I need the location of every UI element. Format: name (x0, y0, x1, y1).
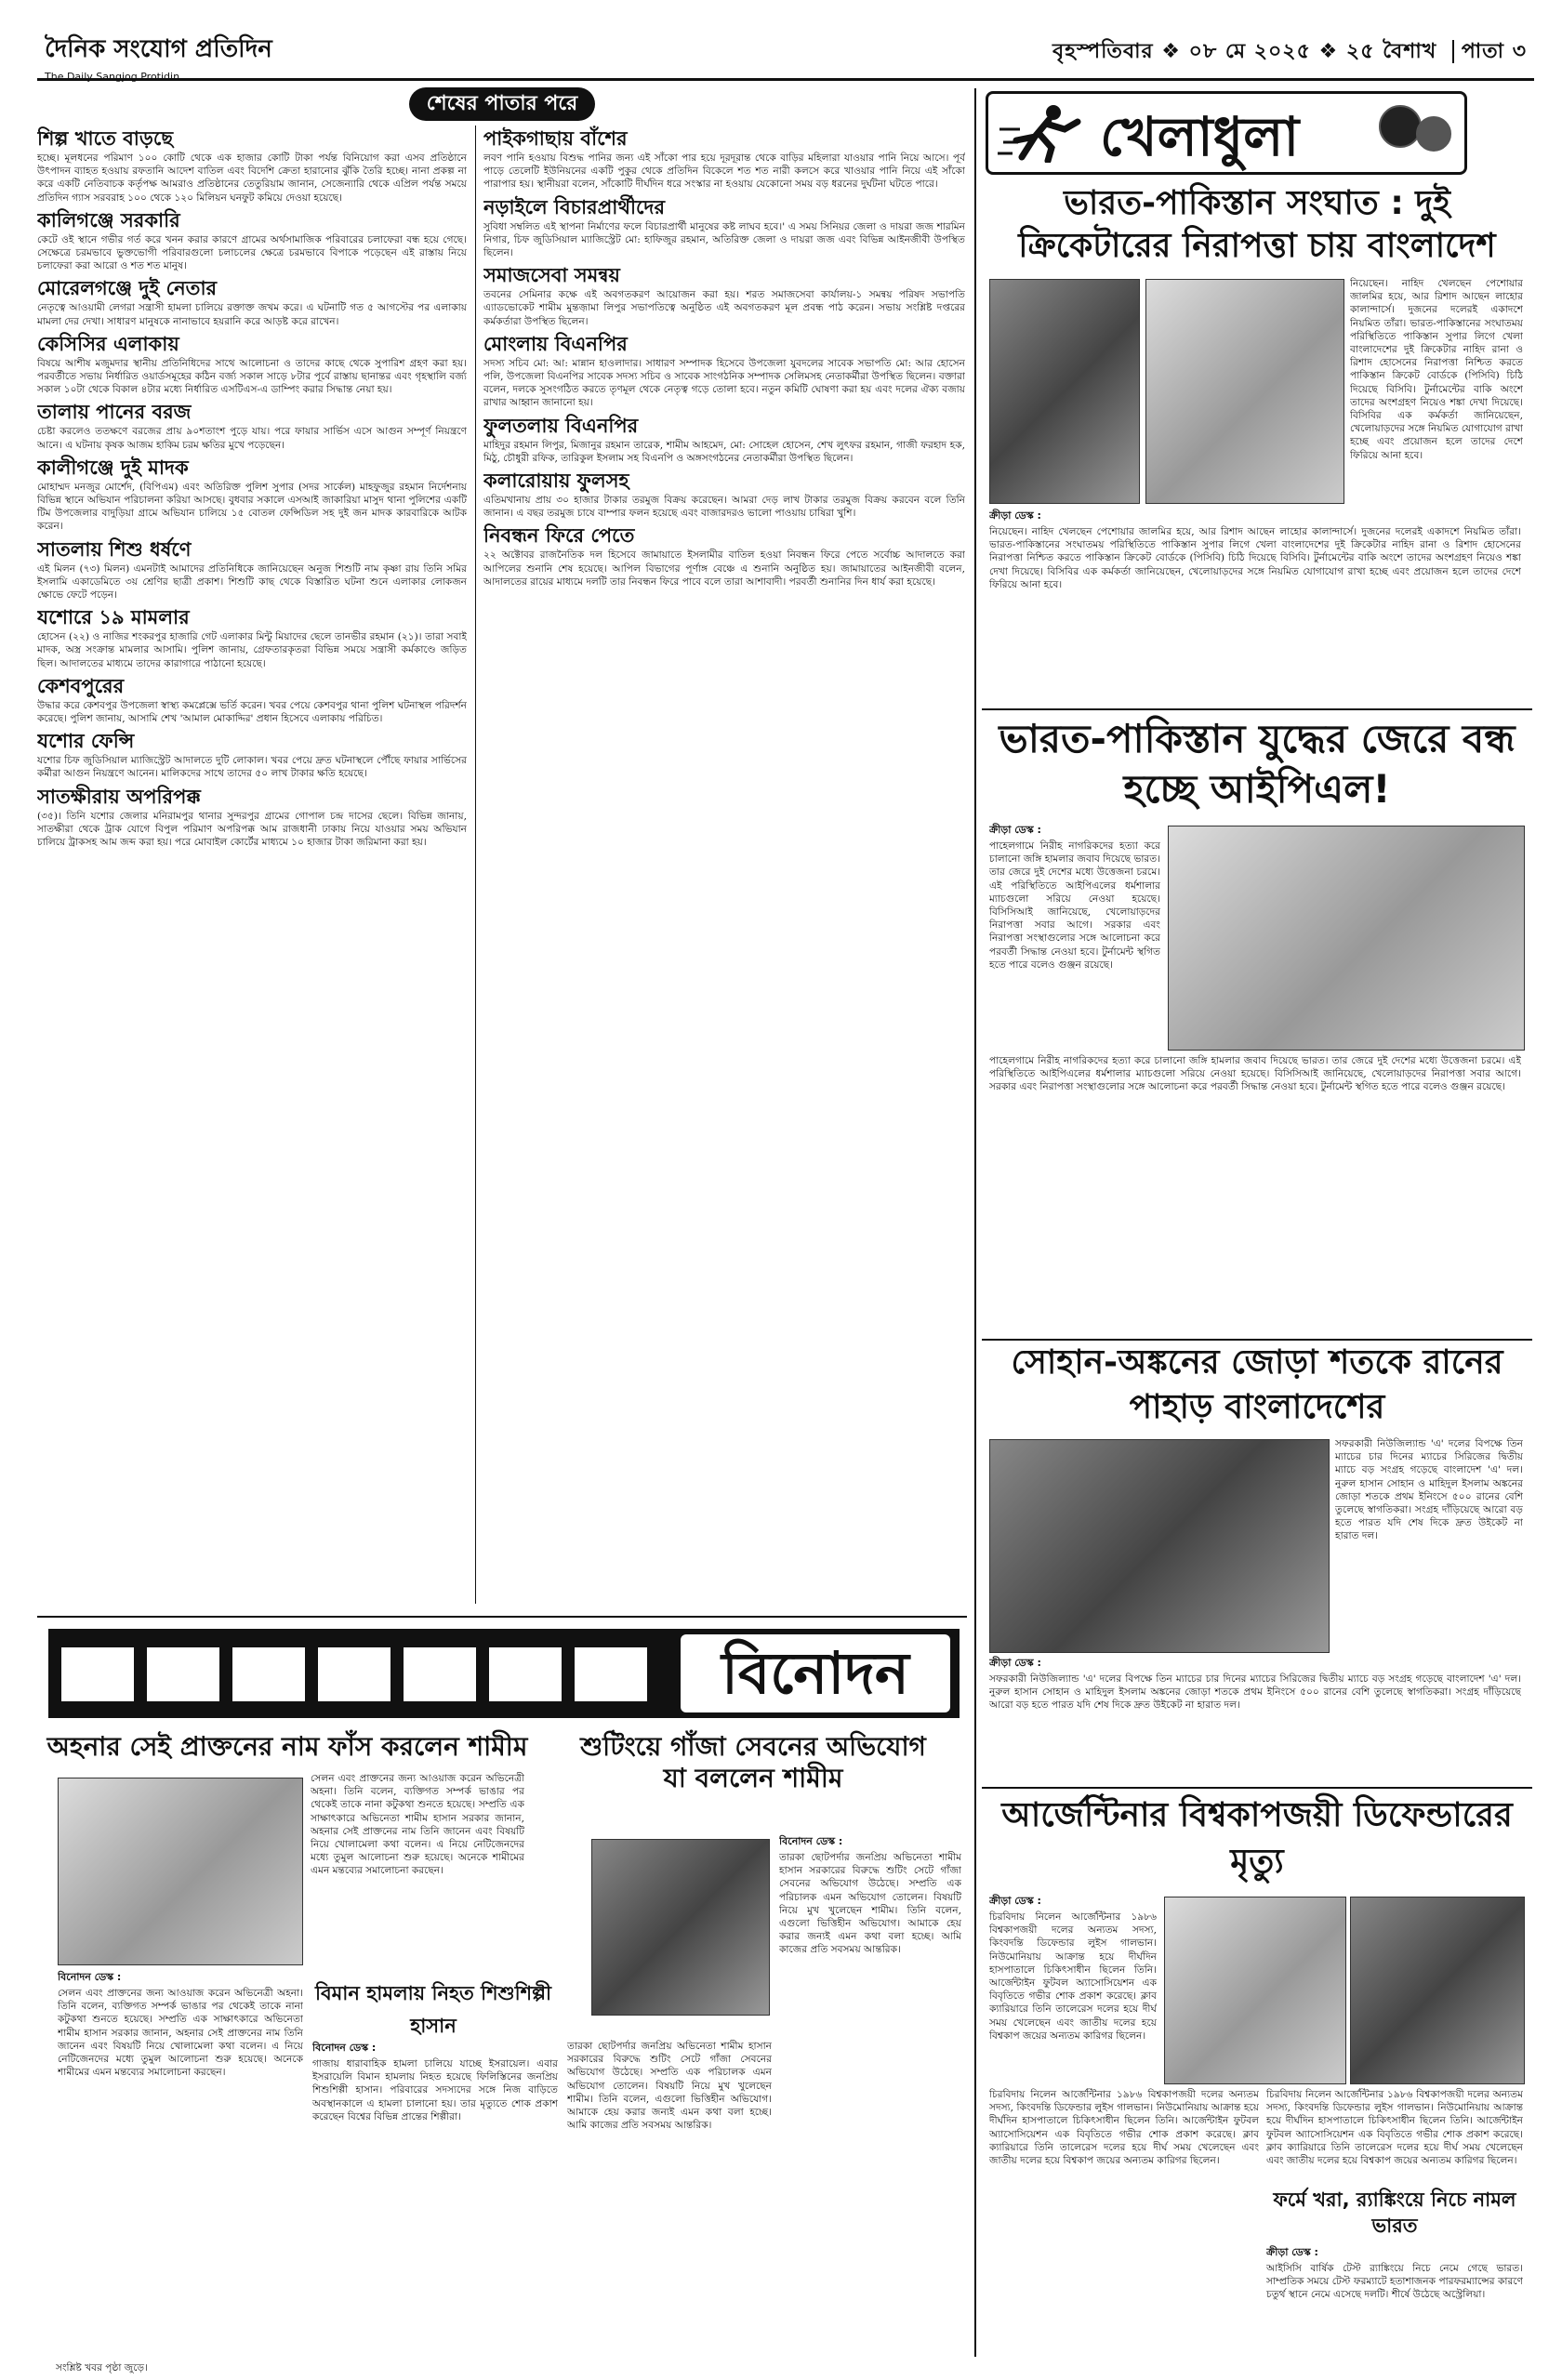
headline[interactable]: সমাজসেবা সমন্বয় (483, 264, 620, 287)
desk-label: ক্রীড়া ডেস্ক : (989, 824, 1041, 836)
column-divider (475, 126, 476, 1604)
article-text: হোসেন (২২) ও নাজির শংকরপুর হাজারি গেট এলাকার মিন্টু মিয়াদের ছেলে তানভীর রহমান (২১)। তারা সবাই মাদক, অস্ত্র সংক্রান্ত মামলার আসামি। পুলিশ জানায়, গ্রেফতারকৃতরা বিভিন্ন সময়ে সন্ত্রাসী কর্মকাণ্ডে জড়িত ছিল। আদালতের মাধ্যমে তাদের কারাগারে পাঠানো হয়েছে। (37, 631, 467, 669)
ipl-captains-photo (1168, 826, 1525, 1051)
player-photo-nahid (989, 279, 1140, 504)
sports-column-2a (989, 822, 1160, 1052)
article-text: চিরবিদায় নিলেন আর্জেন্টিনার ১৯৮৬ বিশ্বকাপজয়ী দলের অন্যতম সদস্য, কিংবদন্তি ডিফেন্ডার লুইস গালভান। নিউমোনিয়ায় আক্রান্ত হয়ে দীর্ঘদিন হাসপাতালে চিকিৎসাধীন ছিলেন তিনি। আর্জেন্টাইন ফুটবল অ্যাসোসিয়েশন এক বিবৃতিতে গভীর শোক প্রকাশ করেছে। ক্লাব ক্যারিয়ারে তিনি তালেরেস দলের হয়ে দীর্ঘ সময় খেলেছেন এবং জাতীয় দলের হয়ে বিশ্বকাপ জয়ের অন্যতম কারিগর ছিলেন। (989, 2089, 1259, 2167)
desk-label: ক্রীড়া ডেস্ক : (989, 1895, 1041, 1907)
desk-label: বিনোদন ডেস্ক : (312, 2042, 377, 2054)
article-text: সফরকারী নিউজিল্যান্ড 'এ' দলের বিপক্ষে তিন ম্যাচের চার দিনের ম্যাচের সিরিজের দ্বিতীয় ম্যাচে বড় সংগ্রহ গড়েছে বাংলাদেশ 'এ' দল। নুরুল হাসান সোহান ও মাহিদুল ইসলাম অঙ্কনের জোড়া শতকে প্রথম ইনিংসে ৫০০ রানের বেশি তুলেছে স্বাগতিকরা। সংগ্রহ দাঁড়িয়েছে আরো বড় হতে পারত যদি শেষ দিকে দ্রুত উইকেট না হারাত দল। (1335, 1438, 1523, 1542)
couple-photo (58, 1778, 303, 1965)
article-text: (৩৫)। তিনি যশোর জেলার মনিরামপুর থানার সুন্দরপুর গ্রামের গোপাল চন্দ্র দাসের ছেলে। বিভিন্ন জানায়, সাতক্ষীরা থেকে ট্রাক যোগে বিপুল পরিমাণ অপরিপক্ক আম রাজধানী ঢাকায় নিয়ে যাওয়ার সময় অভিযান চালিয়ে ট্রাকসহ আম জব্দ করা হয়। পরে মোবাইল কোর্টের মাধ্যমে ১০ হাজার টাকা জরিমানা করা হয়। (37, 810, 467, 849)
defender-photo-1 (1164, 1897, 1346, 2084)
sports-column-1b (989, 508, 1521, 703)
runner-icon (998, 101, 1087, 163)
entertainment-column-1b (58, 1969, 303, 2360)
entertainment-column-1a (311, 1772, 524, 1965)
dateline (1052, 35, 1527, 70)
film-frame (404, 1647, 476, 1701)
article-text: সেলন এবং প্রাক্তনের জন্য আওয়াজ করেন অভিনেত্রী অহনা। তিনি বলেন, ব্যক্তিগত সম্পর্ক ভাঙার পর থেকেই তাকে নানা কটুকথা শুনতে হয়েছে। সম্প্রতি এক সাক্ষাৎকারে অভিনেতা শামীম হাসান সরকার জানান, অহনার সেই প্রাক্তনের নাম তিনি জানেন এবং বিষয়টি নিয়ে খোলামেলা কথা বলেন। এ নিয়ে নেটিজেনদের মধ্যে তুমুল আলোচনা শুরু হয়েছে। অনেকে শামীমের এমন মন্তব্যের সমালোচনা করছেন। (58, 1988, 303, 2079)
news-column-1 (37, 123, 467, 1610)
headline[interactable]: ফুলতলায় বিএনপির (483, 414, 639, 437)
entertainment-headline-3[interactable]: বিমান হামলায় নিহত শিশুশিল্পী হাসান (314, 1982, 552, 2037)
page-number: পাতা ৩ (1452, 40, 1527, 63)
article-text: যশোর চিফ জুডিসিয়াল ম্যাজিস্ট্রেট আদালতে দুটি লোকাল। খবর পেয়ে দ্রুত ঘটনাস্থলে পৌঁছে ফায়ার সার্ভিসের কর্মীরা আগুন নিয়ন্ত্রণে আনেন। মালিকদের সাথে তাদের ৫০ লাখ টাকার ক্ষতি হয়েছে। (37, 755, 467, 780)
sports-column-1a (1350, 277, 1523, 504)
sports-column-3a (1335, 1437, 1523, 1651)
article-text: বিষয়ে আশীষ মজুমদার স্থানীয় প্রতিনিধিদের সাথে আলোচনা ও তাদের কাছে থেকে সুপারিশ গ্রহণ করা হয়। পরবর্তীতে সভায় নির্ধারিত ওয়ার্ডসমূহের কঠিন বর্জ্য সকাল সাড়ে ৮টার পূর্বে রাস্তায় ছানান্তর এবং গৃহস্থালি বর্জ্য সকাল ১০টা থেকে বিকাল ৪টার মধ্যে নির্ধারিত এসটিএস-এ ডাম্পিং করার সিদ্ধান্ত নেয়া হয়। (37, 357, 467, 396)
article-text: এই মিলন (৭৩) মিলন) এমনটাই আমাদের প্রতিনিধিকে জানিয়েছেন অনুজ শিশুটি নাম কৃষ্ণা রায় তিনি সমির ইসলামি একাডেমিতে ৩য় শ্রেণির ছাত্রী প্রকাশ। শিশুটি কাছ থেকে বিস্তারিত ঘটনা শুনে এলাকার লোকজন ক্ষোভে ফেটে পড়েন। (37, 562, 467, 602)
article-text: পাহেলগামে নিরীহ নাগরিকদের হত্যা করে চালানো জঙ্গি হামলার জবাব দিয়েছে ভারত। তার জেরে দুই দেশের মধ্যে উত্তেজনা চরমে। এই পরিস্থিতিতে আইপিএলের ধর্মশালার ম্যাচগুলো সরিয়ে নেওয়া হয়েছে। বিসিসিআই জানিয়েছে, খেলোয়াড়দের নিরাপত্তা সবার আগে। সরকার এবং নিরাপত্তা সংস্থাগুলোর সঙ্গে আলোচনা করে পরবর্তী সিদ্ধান্ত নেওয়া হবে। টুর্নামেন্ট স্থগিত হতে পারে বলেও গুঞ্জন রয়েছে। (989, 840, 1160, 971)
logo-english: The Daily Sangjog Protidin (45, 71, 180, 83)
headline[interactable]: তালায় পানের বরজ (37, 401, 192, 424)
headline[interactable]: সাতলায় শিশু ধর্ষণে (37, 537, 192, 561)
headline[interactable]: মোরেলগঞ্জে দুই নেতার (37, 277, 218, 300)
article-text: পাহেলগামে নিরীহ নাগরিকদের হত্যা করে চালানো জঙ্গি হামলার জবাব দিয়েছে ভারত। তার জেরে দুই দেশের মধ্যে উত্তেজনা চরমে। এই পরিস্থিতিতে আইপিএলের ধর্মশালার ম্যাচগুলো সরিয়ে নেওয়া হয়েছে। বিসিসিআই জানিয়েছে, খেলোয়াড়দের নিরাপত্তা সবার আগে। সরকার এবং নিরাপত্তা সংস্থাগুলোর সঙ্গে আলোচনা করে পরবর্তী সিদ্ধান্ত নেওয়া হবে। টুর্নামেন্ট স্থগিত হতে পারে বলেও গুঞ্জন রয়েছে। (989, 1055, 1521, 1093)
headline[interactable]: কেশবপুরের (37, 674, 125, 697)
football-icon (1379, 105, 1422, 148)
entertainment-column-3 (312, 2040, 558, 2360)
date-text: বৃহস্পতিবার ❖ ০৮ মে ২০২৫ ❖ ২৫ বৈশাখ (1052, 40, 1437, 63)
article-text: সফরকারী নিউজিল্যান্ড 'এ' দলের বিপক্ষে তিন ম্যাচের চার দিনের ম্যাচের সিরিজের দ্বিতীয় ম্যাচে বড় সংগ্রহ গড়েছে বাংলাদেশ 'এ' দল। নুরুল হাসান সোহান ও মাহিদুল ইসলাম অঙ্কনের জোড়া শতকে প্রথম ইনিংসে ৫০০ রানের বেশি তুলেছে স্বাগতিকরা। সংগ্রহ দাঁড়িয়েছে আরো বড় হতে পারত যদি শেষ দিকে দ্রুত উইকেট না হারাত দল। (989, 1673, 1521, 1712)
headline[interactable]: যশোরে ১৯ মামলার (37, 606, 190, 629)
desk-label: ক্রীড়া ডেস্ক : (1266, 2246, 1318, 2258)
article-text: তারকা ছোটপর্দার জনপ্রিয় অভিনেতা শামীম হাসান সরকারের বিরুদ্ধে শুটিং সেটে গাঁজা সেবনের অভিযোগ উঠেছে। সম্প্রতি এক পরিচালক এমন অভিযোগ তোলেন। বিষয়টি নিয়ে মুখ খুলেছেন শামীম। তিনি বলেন, এগুলো ভিত্তিহীন অভিযোগ। আমাকে হেয় করার জন্যই এমন কথা বলা হচ্ছে। আমি কাজের প্রতি সবসময় আন্তরিক। (779, 1852, 961, 1956)
article-text: ২২ অক্টোবর রাজনৈতিক দল হিসেবে জামায়াতে ইসলামীর বাতিল হওয়া নিবন্ধন ফিরে পেতে সর্বোচ্চ আদালতে করা আপিলের শুনানি শেষ হয়েছে। আপিল বিভাগের পূর্ণাঙ্গ বেঞ্চে এ শুনানি অনুষ্ঠিত হয়। জামায়াতের আইনজীবী বলেন, আদালতের রায়ের মাধ্যমে দলটি তার নিবন্ধন ফিরে পাবে বলে তারা আশাবাদী। পরবর্তী শুনানির দিন ধার্য করা হয়েছে। (483, 549, 965, 588)
sports-header (986, 91, 1467, 175)
masthead (37, 26, 1534, 81)
sports-title: খেলাধুলা (1100, 105, 1300, 168)
sports-column-2b (989, 1054, 1521, 1333)
divider (37, 1616, 967, 1618)
headline[interactable]: কালীগঞ্জে দুই মাদক (37, 456, 189, 479)
article-text: নেতৃত্বে আওয়ামী লেগরা সন্ত্রাসী হামলা চালিয়ে রক্তাক্ত জখম করে। এ ঘটনাটি গত ৫ আগস্টের পর এলাকায় মামলা দের দেখা। সাধারণ মানুষকে নানাভাবে হয়রানি করে আড়ষ্ট করে রাখেন। (37, 302, 467, 327)
desk-label: বিনোদন ডেস্ক : (779, 1835, 843, 1847)
article-text: তবনের সেমিনার কক্ষে এই অবগতকরণ আয়োজন করা হয়। শরত সমাজসেবা কার্যালয়-১ সমন্বয় পরিষদ সভাপতি এ্যাডভোকেট শামীম মুন্তজ়ামা লিপুর সভাপতিত্বে অনুষ্ঠিত এই অবগতকরণ মূল প্রবন্ধ পাঠ করেন। সভায় সংশ্লিষ্ট দপ্তরের কর্মকর্তারা উপস্থিত ছিলেন। (483, 289, 965, 327)
headline[interactable]: সাতক্ষীরায় অপরিপক্ক (37, 785, 201, 808)
article-text: নিয়েছেন। নাহিদ খেলছেন পেশোয়ার জালমির হয়ে, আর রিশাদ আছেন লাহোর কালান্দার্সে। দুজনের দলেরই একাদশে নিয়মিত তাঁরা। ভারত-পাকিস্তানের সংঘাতময় পরিস্থিতিতে পাকিস্তান সুপার লিগে খেলা বাংলাদেশের দুই ক্রিকেটার নাহিদ রানা ও রিশাদ হোসেনের নিরাপত্তা নিশ্চিত করতে পাকিস্তান ক্রিকেট বোর্ডকে (পিসিবি) চিঠি দিয়েছে বিসিবি। টুর্নামেন্টের বাকি অংশে তাদের অংশগ্রহণ নিয়েও শঙ্কা দেখা দিয়েছে। বিসিবির এক কর্মকর্তা জানিয়েছেন, খেলোয়াড়দের সঙ্গে নিয়মিত যোগাযোগ রাখা হচ্ছে এবং প্রয়োজন হলে তাদের দেশে ফিরিয়ে আনা হবে। (989, 526, 1521, 590)
sports-headline-4[interactable]: আর্জেন্টিনার বিশ্বকাপজয়ী ডিফেন্ডারের মৃত্যু (1001, 1796, 1513, 1881)
film-frame (318, 1647, 390, 1701)
sports-column-4b (989, 2088, 1259, 2358)
article-text: নিয়েছেন। নাহিদ খেলছেন পেশোয়ার জালমির হয়ে, আর রিশাদ আছেন লাহোর কালান্দার্সে। দুজনের দলেরই একাদশে নিয়মিত তাঁরা। ভারত-পাকিস্তানের সংঘাতময় পরিস্থিতিতে পাকিস্তান সুপার লিগে খেলা বাংলাদেশের দুই ক্রিকেটার নাহিদ রানা ও রিশাদ হোসেনের নিরাপত্তা নিশ্চিত করতে পাকিস্তান ক্রিকেট বোর্ডকে (পিসিবি) চিঠি দিয়েছে বিসিবি। টুর্নামেন্টের বাকি অংশে তাদের অংশগ্রহণ নিয়েও শঙ্কা দেখা দিয়েছে। বিসিবির এক কর্মকর্তা জানিয়েছেন, খেলোয়াড়দের সঙ্গে নিয়মিত যোগাযোগ রাখা হচ্ছে এবং প্রয়োজন হলে তাদের দেশে ফিরিয়ে আনা হবে। (1350, 278, 1523, 461)
sports-column-3b (989, 1655, 1521, 1783)
divider (982, 1787, 1532, 1789)
article-text: মোহাম্মদ মনজুর মোর্শেদ, (বিপিএম) এবং অতিরিক্ত পুলিশ সুপার (সদর সার্কেল) মাহফুজুর রহমান নির্দেশনায় বিভিন্ন স্থানে অভিযান পরিচালনা করিয়া আসছে। বুধবার সকালে এসআই জাকারিয়া মাসুদ থানা পুলিশের একটি টিম উপজেলার বাদুড়িয়া গ্রামে অভিযান চালিয়ে ১৫ বোতল ফেন্সিডিল সহ দুই জন মাদক কারবারিকে আটক করেন। (37, 481, 467, 533)
article-text: চিরবিদায় নিলেন আর্জেন্টিনার ১৯৮৬ বিশ্বকাপজয়ী দলের অন্যতম সদস্য, কিংবদন্তি ডিফেন্ডার লুইস গালভান। নিউমোনিয়ায় আক্রান্ত হয়ে দীর্ঘদিন হাসপাতালে চিকিৎসাধীন ছিলেন তিনি। আর্জেন্টাইন ফুটবল অ্যাসোসিয়েশন এক বিবৃতিতে গভীর শোক প্রকাশ করেছে। ক্লাব ক্যারিয়ারে তিনি তালেরেস দলের হয়ে দীর্ঘ সময় খেলেছেন এবং জাতীয় দলের হয়ে বিশ্বকাপ জয়ের অন্যতম কারিগর ছিলেন। (989, 1911, 1157, 2042)
desk-label: বিনোদন ডেস্ক : (58, 1971, 122, 1983)
sports-column-4a (989, 1893, 1157, 2084)
newspaper-logo[interactable] (45, 30, 272, 83)
desk-label: ক্রীড়া ডেস্ক : (989, 509, 1041, 522)
footer-text: সংশ্লিষ্ট খবর পৃষ্ঠা জুড়ে। (56, 2362, 148, 2373)
article-text: গাজায় ধারাবাহিক হামলা চালিয়ে যাচ্ছে ইসরায়েল। এবার ইসরায়েলি বিমান হামলায় নিহত হয়েছে ফিলিস্তিনের জনপ্রিয় শিশুশিল্পী হাসান। পরিবারের সদস্যদের সঙ্গে নিজ বাড়িতে অবস্থানকালে এ হামলা চালানো হয়। তার মৃত্যুতে শোক প্রকাশ করেছেন বিশ্বের বিভিন্ন প্রান্তের শিল্পীরা। (312, 2058, 558, 2122)
section-divider (974, 88, 976, 2357)
logo-text: দৈনিক সংযোগ প্রতিদিন (45, 35, 272, 63)
cricket-ball-icon (1416, 116, 1451, 152)
cricket-batsman-photo (989, 1439, 1330, 1653)
film-frame (61, 1647, 134, 1701)
entertainment-title: বিনোদন (681, 1634, 950, 1712)
headline[interactable]: কালিগঞ্জে সরকারি (37, 208, 180, 231)
article-text: সেলন এবং প্রাক্তনের জন্য আওয়াজ করেন অভিনেত্রী অহনা। তিনি বলেন, ব্যক্তিগত সম্পর্ক ভাঙার পর থেকেই তাকে নানা কটুকথা শুনতে হয়েছে। সম্প্রতি এক সাক্ষাৎকারে অভিনেতা শামীম হাসান সরকার জানান, অহনার সেই প্রাক্তনের নাম তিনি জানেন এবং বিষয়টি নিয়ে খোলামেলা কথা বলেন। এ নিয়ে নেটিজেনদের মধ্যে তুমুল আলোচনা শুরু হয়েছে। অনেকে শামীমের এমন মন্তব্যের সমালোচনা করছেন। (311, 1773, 524, 1877)
film-frame (232, 1647, 305, 1701)
article-text: এতিমখানায় প্রায় ৩০ হাজার টাকার তরমুজ বিক্রয় করেছেন। আমরা দেড় লাখ টাকার তরমুজ বিক্রয় করবেন বলে তিনি জানান। এ বছর তরমুজ চাষে বাম্পার ফলন হয়েছে এবং বাজারদরও ভালো পাওয়ায় চাষিরা খুশি। (483, 495, 965, 520)
headline[interactable]: শিল্প খাতে বাড়ছে (37, 127, 174, 150)
actor-photo (591, 1839, 770, 2016)
article-text: কেটে ওই স্থানে গভীর গর্ত করে খনন করার কারণে গ্রামের অর্থসামাজিক পরিবারের চলাফেরা বন্ধ হয়ে গেছে। সেক্ষেত্রে চরমভাবে ভুক্তভোগী পরিবারগুলো চলাচলের ক্ষেত্রে চরমভাবে বিপাকে পড়েছেন এই রাস্তায় নিয়ে চলাফেরা করা আরো ও শত শত মানুষ। (37, 233, 467, 272)
film-frame (489, 1647, 562, 1701)
article-text: আইসিসি বার্ষিক টেস্ট র‍্যাঙ্কিংয়ে নিচে নেমে গেছে ভারত। সাম্প্রতিক সময়ে টেস্ট ফরম্যাটে হতাশাজনক পারফরম্যান্সের কারণে চতুর্থ স্থানে নেমে এসেছে দলটি। শীর্ষে উঠেছে অস্ট্রেলিয়া। (1266, 2263, 1523, 2301)
defender-photo-2 (1350, 1897, 1525, 2084)
sports-column-5 (1266, 2244, 1523, 2360)
sports-headline-1[interactable]: ভারত-পাকিস্তান সংঘাত : দুই ক্রিকেটারের নিরাপত্তা চায় বাংলাদেশ (1018, 184, 1496, 265)
headline[interactable]: নড়াইলে বিচারপ্রার্থীদের (483, 195, 666, 218)
headline[interactable]: কেসিসির এলাকায় (37, 332, 179, 355)
entertainment-column-4 (567, 2040, 772, 2360)
entertainment-column-2 (779, 1833, 961, 2354)
article-text: চেষ্টা করলেও ততক্ষণে বরজের প্রায় ৯০শতাংশ পুড়ে যায়। পরে ফায়ার সার্ভিস এসে আগুন সম্পূর্ণ নিয়ন্ত্রণে আনে। এ ঘটনায় কৃষক আজম হাকিম চরম ক্ষতির মুখে পড়েছেন। (37, 426, 467, 451)
entertainment-headline-1[interactable]: অহনার সেই প্রাক্তনের নাম ফাঁস করলেন শামীম (46, 1731, 528, 1762)
sports-headline-2[interactable]: ভারত-পাকিস্তান যুদ্ধের জেরে বন্ধ হচ্ছে আইপিএল! (999, 716, 1516, 812)
headline[interactable]: যশোর ফেন্সি (37, 730, 135, 753)
news-column-2 (483, 123, 965, 1610)
article-text: উদ্ধার করে কেশবপুর উপজেলা স্বাস্থ্য কমপ্লেক্সে ভর্তি করেন। খবর পেয়ে কেশবপুর থানা পুলিশ ঘটনাস্থল পরিদর্শন করেছে। পুলিশ জানায়, আসামি শেখ 'আমাল মোকাদ্দির' প্রধান হিসেবে এলাকায় পরিচিত। (37, 699, 467, 725)
entertainment-headline-2[interactable]: শুটিংয়ে গাঁজা সেবনের অভিযোগ যা বললেন শামীম (580, 1731, 926, 1793)
article-text: লবণ পানি হওয়ায় বিশুদ্ধ পানির জন্য এই সাঁকো পার হয়ে দূরদূরান্ত থেকে বাড়ির মহিলারা যাওয়ার পানি নিয়ে আসে। পূর্ব পাড়ে তেলেটি ইউনিয়নের একটি পুকুর থেকে প্রতিদিন বিকেলে শত শত নারী কলসে করে খাওয়ার পানি নিয়ে এই সাঁকো পারাপার হয়। স্থানীয়রা বলেন, সাঁকোটি দীর্ঘদিন ধরে সংস্কার না হওয়ায় যেকোনো সময় বড় ধরনের দুর্ঘটনা ঘটতে পারে। (483, 152, 965, 191)
entertainment-footer (56, 2361, 958, 2374)
film-frame (147, 1647, 219, 1701)
article-text: তারকা ছোটপর্দার জনপ্রিয় অভিনেতা শামীম হাসান সরকারের বিরুদ্ধে শুটিং সেটে গাঁজা সেবনের অভিযোগ উঠেছে। সম্প্রতি এক পরিচালক এমন অভিযোগ তোলেন। বিষয়টি নিয়ে মুখ খুলেছেন শামীম। তিনি বলেন, এগুলো ভিত্তিহীন অভিযোগ। আমাকে হেয় করার জন্যই এমন কথা বলা হচ্ছে। আমি কাজের প্রতি সবসময় আন্তরিক। (567, 2041, 772, 2132)
article-text: সুবিধা সম্বলিত এই স্থাপনা নির্মাণের ফলে বিচারপ্রার্থী মানুষের কষ্ট লাঘব হবে।' এ সময় সিনিয়র জেলা ও দায়রা জজ শারমিন নিগার, চিফ জুডিসিয়াল ম্যাজিস্ট্রেট মো: হাফিজুর রহমান, অতিরিক্ত জেলা ও দায়রা জজ এবং বিভিন্ন আইনজীবী উপস্থিত ছিলেন। (483, 220, 965, 259)
article-text: সদস্য সচিব মো: আ: মান্নান হাওলাদার। সাধারণ সম্পাদক হিসেবে উপজেলা যুবদলের সাবেক সভাপতি মো: আর হোসেন পলি, উপজেলা বিএনপির সাবেক সদস্য সচিব ও সাবেক সাংগঠনিক সম্পাদক সেলিমসহ নেতাকর্মীরা উপস্থিত ছিলেন। বক্তারা বলেন, দলকে সুসংগঠিত করতে তৃণমূল থেকে নেতৃত্ব গড়ে তোলা হবে। নতুন কমিটি ঘোষণা করা হয় এবং দলের ঐক্য বজায় রাখার আহ্বান জানানো হয়। (483, 357, 965, 409)
article-text: হচ্ছে। মূলধনের পরিমাণ ১০০ কোটি থেকে এক হাজার কোটি টাকা পর্যন্ত বিনিয়োগ করা এসব প্রতিষ্ঠানে উৎপাদন ব্যাহত হওয়ায় রফতানি আদেশ বাতিল এবং বিদেশি ক্রেতা হারানোর ঝুঁকি তৈরি হচ্ছে। নানা প্রকল্প না করে একটি নেতিবাচক কর্তৃপক্ষ আমরাও প্রতিষ্ঠানের তেতুরিয়াম জানান, সেজেন্যারি থেকে এপ্রিল পর্যন্ত সময়ে প্রতিদিন গ্যাস সরবরাহ ১০০ থেকে ১২০ মিলিয়ন ঘনফুট কমিয়ে দেওয়া হয়েছে। (37, 152, 467, 204)
headline[interactable]: কলারোয়ায় ফুলসহ (483, 469, 629, 493)
entertainment-banner (48, 1629, 960, 1718)
film-frame (575, 1647, 647, 1701)
headline[interactable]: পাইকগাছায় বাঁশের (483, 127, 628, 150)
article-text: চিরবিদায় নিলেন আর্জেন্টিনার ১৯৮৬ বিশ্বকাপজয়ী দলের অন্যতম সদস্য, কিংবদন্তি ডিফেন্ডার লুইস গালভান। নিউমোনিয়ায় আক্রান্ত হয়ে দীর্ঘদিন হাসপাতালে চিকিৎসাধীন ছিলেন তিনি। আর্জেন্টাইন ফুটবল অ্যাসোসিয়েশন এক বিবৃতিতে গভীর শোক প্রকাশ করেছে। ক্লাব ক্যারিয়ারে তিনি তালেরেস দলের হয়ে দীর্ঘ সময় খেলেছেন এবং জাতীয় দলের হয়ে বিশ্বকাপ জয়ের অন্যতম কারিগর ছিলেন। (1266, 2089, 1523, 2167)
article-text: মাহিদুর রহমান লিপুর, মিজানুর রহমান তারেক, শামীম আহমেদ, মো: সোহেল হোসেন, শেখ লুৎফর রহমান, গাজী ফরহাদ হক, মিঠু, চৌধুরী রফিক, তারিকুল ইসলাম সহ বিএনপি ও অঙ্গসংগঠনের নেতাকর্মীরা উপস্থিত ছিলেন। (483, 439, 965, 464)
sports-headline-5[interactable]: ফর্মে খরা, র‍্যাঙ্কিংয়ে নিচে নামল ভারত (1273, 2188, 1516, 2237)
sports-column-4c (1266, 2088, 1523, 2181)
divider (982, 708, 1532, 710)
headline[interactable]: নিবন্ধন ফিরে পেতে (483, 524, 635, 548)
continued-banner: শেষের পাতার পরে (409, 87, 595, 121)
desk-label: ক্রীড়া ডেস্ক : (989, 1657, 1041, 1669)
headline[interactable]: মোংলায় বিএনপির (483, 332, 628, 355)
player-photo-rishad (1145, 279, 1344, 504)
sports-headline-3[interactable]: সোহান-অঙ্কনের জোড়া শতকে রানের পাহাড় বাংলাদেশের (1011, 1343, 1503, 1426)
